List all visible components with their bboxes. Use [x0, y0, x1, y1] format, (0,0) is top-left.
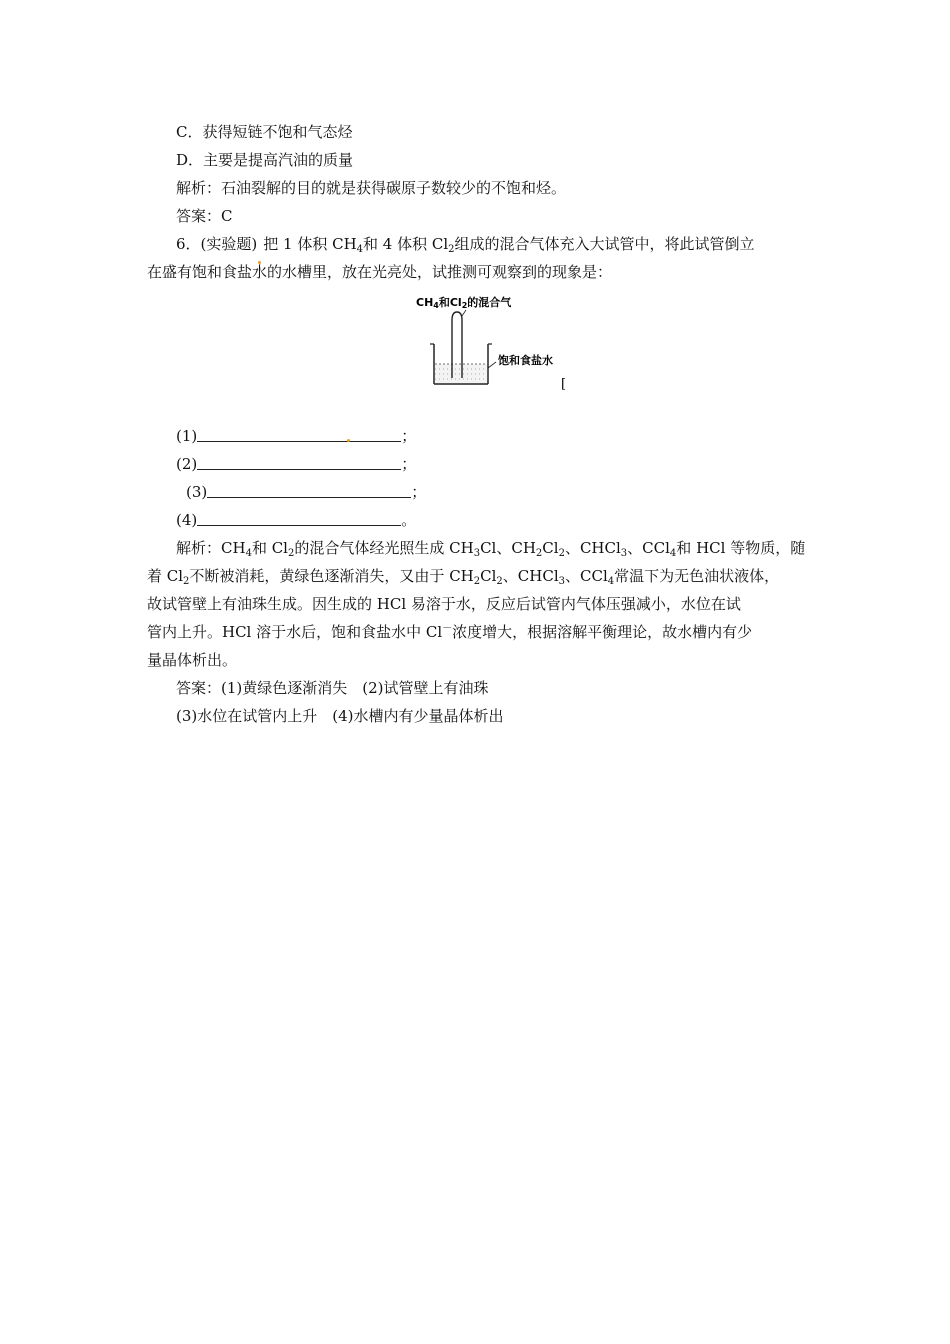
- answer-q5: 答案：C: [176, 207, 233, 225]
- option-d: D．主要是提高汽油的质量: [176, 151, 354, 169]
- blank-4-line[interactable]: [197, 511, 401, 526]
- blank-3: (3) ；: [186, 483, 427, 501]
- test-tube-trough-diagram: [408, 288, 578, 398]
- blank-1: (1) ；: [176, 427, 417, 445]
- analysis-q6-line2: 着 $Cl_2$不断被消耗，黄绿色逐渐消失，又由于 $CH_2Cl_2$、CHCl$_3$、CCl$_4$常温下为无色油状液体，: [147, 567, 780, 587]
- answer-q6-line1: 答案：(1)黄绿色逐渐消失 (2)试管壁上有油珠: [176, 679, 489, 697]
- answer-q6-line2: (3)水位在试管内上升 (4)水槽内有少量晶体析出: [176, 707, 504, 725]
- question-6-line1: 6．(实验题) 把 1 体积 $CH_4$和 4 体积 $Cl_2$组成的混合气体充入大试管中，将此试管倒立: [176, 234, 755, 254]
- analysis-q6-line4: 管内上升。HCl 溶于水后，饱和食盐水中 Cl－浓度增大，根据溶解平衡理论，故水槽内有少: [147, 623, 753, 641]
- figure-label-gas: CH4和Cl2的混合气: [416, 296, 512, 310]
- analysis-q5: 解析：石油裂解的目的就是获得碳原子数较少的不饱和烃。: [176, 179, 567, 197]
- question-6-line2: 在盛有饱和食盐水的水槽里，放在光亮处，试推测可观察到的现象是：: [147, 263, 613, 281]
- blank-4: (4) 。: [176, 511, 417, 529]
- experiment-figure: [408, 288, 578, 398]
- figure-label-brine: 饱和食盐水: [498, 354, 553, 367]
- option-c: C．获得短链不饱和气态烃: [176, 123, 353, 141]
- blank-3-line[interactable]: [207, 483, 411, 498]
- blank-2-line[interactable]: [197, 455, 401, 470]
- analysis-q6-line5: 量晶体析出。: [147, 651, 238, 669]
- figure-bracket: [: [561, 377, 567, 392]
- analysis-q6-line1: 解析：$CH_4$和 $Cl_2$的混合气体经光照生成 $CH_3Cl$、$CH_2Cl_2$、CHCl$_3$、CCl$_4$和 HCl 等物质，随: [176, 539, 806, 559]
- blank-1-line[interactable]: [197, 427, 401, 442]
- blank-2: (2) ；: [176, 455, 417, 473]
- analysis-q6-line3: 故试管壁上有油珠生成。因生成的 HCl 易溶于水，反应后试管内气体压强减小，水位在试: [147, 595, 741, 613]
